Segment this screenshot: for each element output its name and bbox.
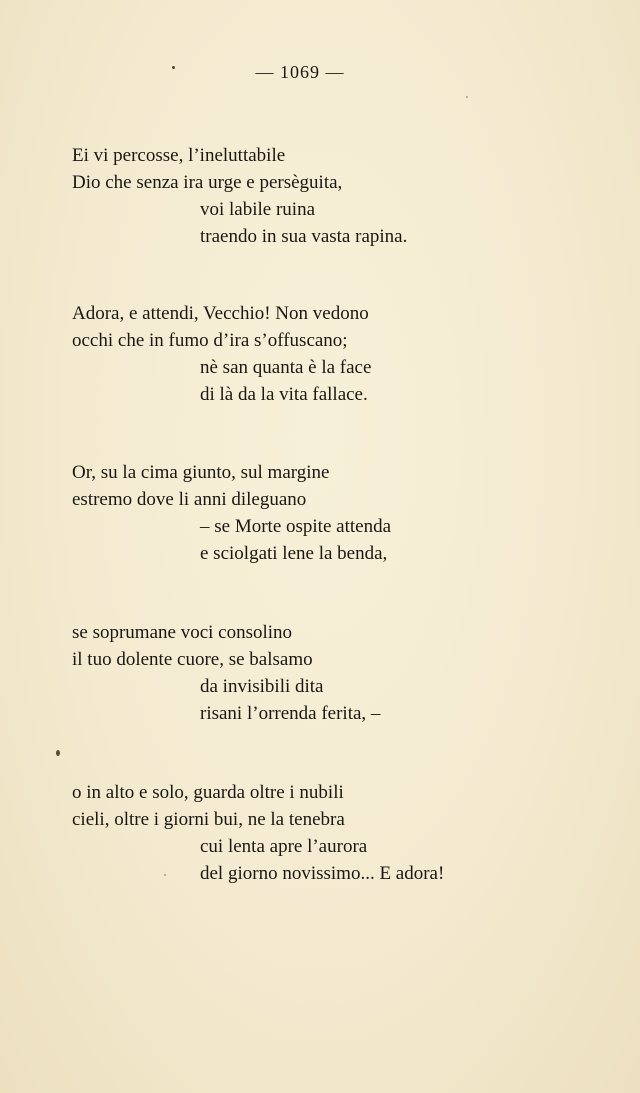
stanza-5 — [72, 779, 612, 887]
verse-line: di là da la vita fallace. — [200, 384, 368, 405]
verse-line: nè san quanta è la face — [200, 357, 372, 378]
verse-line: se soprumane voci consolino — [72, 622, 293, 643]
paper-speck — [466, 96, 468, 98]
verse-line: e sciolgati lene la benda, — [200, 543, 388, 564]
paper-speck — [56, 750, 60, 756]
verse-line: da invisibili dita — [200, 676, 324, 697]
verse-line: cieli, oltre i giorni bui, ne la tenebra — [72, 809, 345, 830]
stanza-3 — [72, 459, 612, 567]
verse-line: risani l’orrenda ferita, – — [200, 703, 381, 724]
verse-line: Adora, e attendi, Vecchio! Non vedono — [72, 303, 369, 324]
verse-line: traendo in sua vasta rapina. — [200, 226, 408, 247]
verse-line: il tuo dolente cuore, se balsamo — [72, 649, 313, 670]
verse-line: cui lenta apre l’aurora — [200, 836, 368, 857]
verse-line: Dio che senza ira urge e persèguita, — [72, 172, 343, 193]
verse-line: – se Morte ospite attenda — [200, 516, 392, 537]
stanza-2 — [72, 300, 612, 408]
verse-line: voi labile ruina — [200, 199, 316, 220]
verse-line: del giorno novissimo... E adora! — [200, 863, 445, 884]
page-number: — 1069 — — [255, 62, 345, 82]
paper-speck — [164, 874, 166, 876]
stanza-1 — [72, 142, 612, 250]
verse-line: occhi che in fumo d’ira s’offuscano; — [72, 330, 348, 351]
verse-line: Ei vi percosse, l’ineluttabile — [72, 145, 286, 166]
verse-line: estremo dove li anni dileguano — [72, 489, 307, 510]
stanza-4 — [72, 619, 612, 727]
paper-speck — [172, 66, 175, 69]
verse-line: o in alto e solo, guarda oltre i nubili — [72, 782, 344, 803]
verse-line: Or, su la cima giunto, sul margine — [72, 462, 330, 483]
